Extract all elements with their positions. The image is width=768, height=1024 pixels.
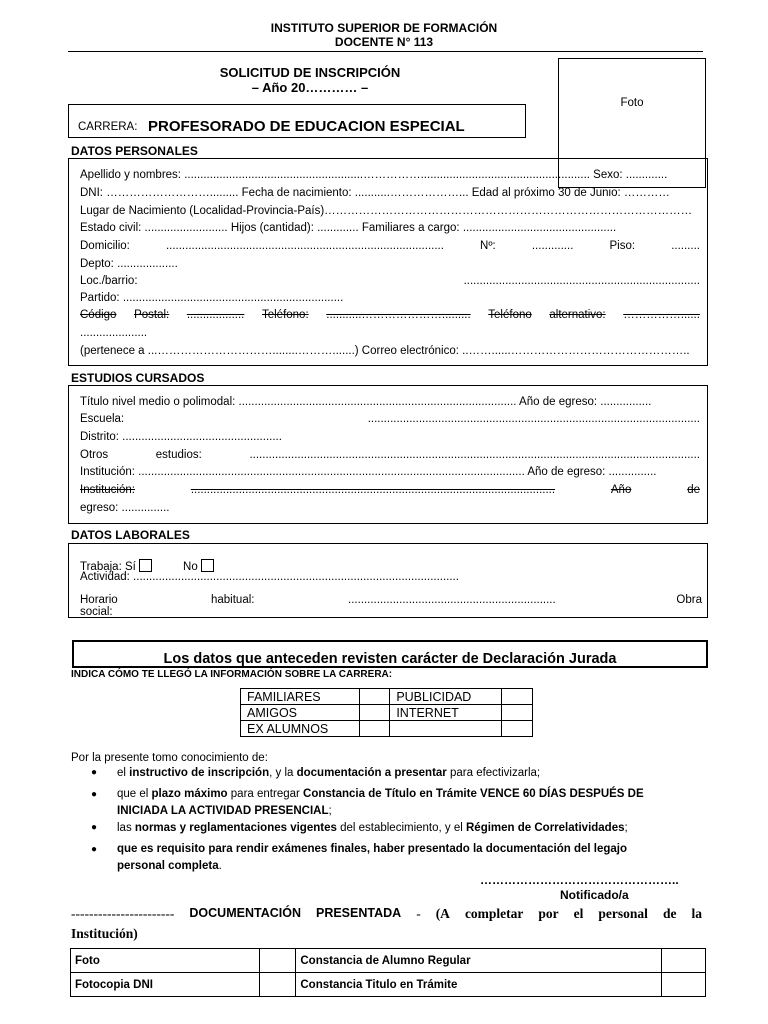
form-title: SOLICITUD DE INSCRIPCIÓN: [219, 65, 401, 80]
tel-alt-label2: alternativo:: [549, 309, 606, 321]
bullet-dot: ●: [91, 822, 98, 833]
option-checkbox-cell[interactable]: [502, 705, 533, 721]
anio-label: Año: [610, 484, 632, 496]
option-label-cell: PUBLICIDAD: [390, 689, 502, 705]
b4-bold2: personal completa: [117, 860, 219, 872]
doc-title: DOCUMENTACIÓN: [189, 906, 301, 920]
doc-label-cell: Constancia Titulo en Trámite: [296, 973, 661, 997]
doc-check-cell[interactable]: [260, 973, 296, 997]
option-checkbox-cell[interactable]: [359, 705, 390, 721]
dni-field[interactable]: DNI: ………………………......... Fecha de nacimiento: ...........………………... Edad al próximo 30 de Junio: …………: [80, 187, 670, 199]
option-checkbox-cell[interactable]: [359, 689, 390, 705]
cp-label: Código: [80, 309, 117, 321]
year-line: – Año 20………… –: [251, 80, 369, 95]
lugar-nacimiento-field[interactable]: Lugar de Nacimiento (Localidad-Provincia-País)……………………………………………………………………………………: [80, 205, 693, 217]
carrera-label: CARRERA:: [78, 121, 138, 133]
b2-bold3: INICIADA LA ACTIVIDAD PRESENCIAL: [117, 805, 329, 817]
escuela-label: Escuela:: [80, 413, 125, 425]
b3-bold2: Régimen de Correlatividades: [466, 822, 625, 834]
bullet-dot: ●: [91, 789, 98, 800]
b3-text3: ;: [624, 822, 628, 834]
option-label-cell: EX ALUMNOS: [241, 721, 360, 737]
table-row: [241, 721, 533, 737]
bullet-dot: ●: [91, 767, 98, 778]
domicilio-field[interactable]: [80, 240, 700, 252]
titulo-field[interactable]: Título nivel medio o polimodal: ....................................................................................... Año de egreso: ................: [80, 396, 652, 408]
table-row: [71, 973, 706, 997]
loc-label: Loc./barrio:: [80, 275, 138, 287]
bullet-instructivo: [91, 767, 541, 779]
escuela-dots: ........................................................................................................: [367, 413, 700, 425]
escuela-field[interactable]: [80, 413, 700, 425]
institucion1-field[interactable]: Institución: ......................................................................................................................... Año de egreso: ...............: [80, 466, 657, 478]
conocimiento-intro: Por la presente tomo conocimiento de:: [71, 752, 268, 764]
doc-check-cell[interactable]: [661, 949, 705, 973]
trabaja-no-label: No: [183, 561, 198, 573]
photo-label: Foto: [620, 97, 644, 109]
doc-w5: de: [662, 906, 677, 921]
b3-text2: del establecimiento, y el: [336, 822, 466, 834]
otros-estudios-field[interactable]: [80, 449, 700, 461]
domicilio-label: Domicilio:: [80, 240, 130, 252]
b4-bold: que es requisito para rendir exámenes finales, haber presentado la documentación del legajo: [117, 843, 627, 855]
cp-label2: Postal:: [134, 309, 170, 321]
inst2-label: Institución:: [80, 484, 135, 496]
table-row: [241, 705, 533, 721]
laborales-box: [68, 543, 708, 618]
distrito-field[interactable]: Distrito: ..................................................: [80, 431, 282, 443]
institute-name: INSTITUTO SUPERIOR DE FORMACIÓN: [270, 21, 498, 35]
partido-field[interactable]: Partido: .....................................................................: [80, 292, 344, 304]
tel-dots: ...........………………….........: [326, 309, 471, 321]
option-checkbox-cell[interactable]: [502, 689, 533, 705]
otros-label2: estudios:: [155, 449, 202, 461]
otros-label: Otros: [80, 449, 109, 461]
documentacion-table: [70, 948, 706, 997]
trabaja-si-label: Trabaja: Sí: [80, 561, 136, 573]
piso-dots: .........: [671, 240, 700, 252]
doc-w6: la: [691, 906, 702, 921]
doc-sep: -: [416, 906, 421, 921]
estado-civil-field[interactable]: Estado civil: .......................... Hijos (cantidad): ............. Familiares a cargo: ................................................: [80, 222, 617, 234]
nro-dots: .............: [531, 240, 574, 252]
domicilio-dots: .......................................................................................: [165, 240, 444, 252]
doc-check-cell[interactable]: [661, 973, 705, 997]
horario-dots: .................................................................: [348, 594, 556, 606]
apellido-field[interactable]: Apellido y nombres: ........................................................……………..................................................... Sexo: .............: [80, 169, 668, 181]
table-row: [241, 689, 533, 705]
b3-text: las: [117, 822, 135, 834]
institucion2-field[interactable]: [80, 484, 700, 496]
section-datos-personales: DATOS PERSONALES: [71, 144, 198, 158]
b1-text2: , y la: [269, 767, 297, 779]
notificado-label: Notificado/a: [560, 888, 629, 902]
institute-number: DOCENTE N° 113: [334, 35, 434, 49]
cp-dots: ..................: [186, 309, 245, 321]
b4-text: .: [218, 860, 222, 872]
b2-bold2: Constancia de Título en Trámite VENCE 60 DÍAS DESPUÉS DE: [303, 788, 644, 800]
como-llego-table: [240, 688, 533, 737]
habitual-label: habitual:: [211, 594, 255, 606]
doc-label-cell: Foto: [71, 949, 260, 973]
option-checkbox-cell[interactable]: [359, 721, 390, 737]
bullet-requisito: [91, 841, 707, 875]
table-row: [71, 949, 706, 973]
doc-paren: (A: [435, 906, 450, 921]
doc-title2: PRESENTADA: [315, 906, 402, 920]
piso-label: Piso:: [609, 240, 636, 252]
obra-social-label[interactable]: social:: [80, 606, 113, 618]
doc-check-cell[interactable]: [260, 949, 296, 973]
inst2-dots: ..................................................................................................................: [190, 484, 556, 496]
declaracion-text: Los datos que anteceden revisten carácter de Declaración Jurada: [163, 651, 617, 667]
section-laborales: DATOS LABORALES: [71, 528, 190, 542]
b1-bold: instructivo de inscripción: [129, 767, 270, 779]
carrera-value: PROFESORADO DE EDUCACION ESPECIAL: [148, 118, 465, 135]
b1-text3: para efectivizarla;: [446, 767, 541, 779]
b2-text2: para entregar: [227, 788, 304, 800]
loc-dots: ..........................................................................: [463, 275, 700, 287]
tel-alt-label: Teléfono: [488, 309, 532, 321]
tel-alt-dots: ……………......: [623, 309, 700, 321]
header-rule: [68, 51, 703, 52]
actividad-field[interactable]: Actividad: ......................................................................................................: [80, 571, 459, 583]
pertenece-correo-field[interactable]: (pertenece a ...…………………………........……….......) Correo electrónico: ..……......………………………………………..: [80, 345, 690, 357]
codigo-postal-field[interactable]: [80, 309, 700, 321]
telefono-continuation: .....................: [80, 327, 148, 339]
carrera-box: [68, 104, 526, 138]
doc-w2: por: [538, 906, 559, 921]
bullet-dot: ●: [91, 844, 98, 855]
otros-dots: .............................................................................................................................................: [249, 449, 700, 461]
como-llego-title: INDICA CÓMO TE LLEGÓ LA INFORMACIÓN SOBRE LA CARRERA:: [71, 669, 393, 680]
tel-label: Teléfono:: [261, 309, 309, 321]
doc-label-cell: Fotocopia DNI: [71, 973, 260, 997]
doc-institucion: Institución): [71, 926, 138, 941]
horario-label: Horario: [80, 594, 118, 606]
b2-text: que el: [117, 788, 152, 800]
declaracion-box: [72, 640, 708, 668]
b1-bold2: documentación a presentar: [296, 767, 447, 779]
option-checkbox-cell[interactable]: [502, 721, 533, 737]
section-estudios: ESTUDIOS CURSADOS: [71, 371, 205, 385]
de-label: de: [687, 484, 700, 496]
nro-label: Nº:: [480, 240, 496, 252]
option-label-cell: [390, 721, 502, 737]
doc-w4: personal: [598, 906, 648, 921]
bullet-plazo: [91, 786, 707, 820]
depto-field[interactable]: Depto: ...................: [80, 258, 178, 270]
loc-barrio-field[interactable]: [80, 275, 700, 287]
b2-text3: ;: [328, 805, 332, 817]
egreso-field[interactable]: egreso: ...............: [80, 502, 170, 514]
signature-line: …………………………………………..: [480, 873, 679, 887]
obra-label: Obra: [676, 594, 702, 606]
doc-label-cell: Constancia de Alumno Regular: [296, 949, 661, 973]
b3-bold: normas y reglamentaciones vigentes: [134, 822, 337, 834]
option-label-cell: INTERNET: [390, 705, 502, 721]
b2-bold: plazo máximo: [151, 788, 228, 800]
option-label-cell: AMIGOS: [241, 705, 360, 721]
b1-text: el: [117, 767, 130, 779]
doc-w1: completar: [464, 906, 524, 921]
bullet-normas: [91, 822, 628, 834]
doc-w3: el: [573, 906, 584, 921]
documentacion-header: [71, 906, 702, 922]
doc-dashes: -----------------------: [71, 906, 175, 921]
option-label-cell: FAMILIARES: [241, 689, 360, 705]
